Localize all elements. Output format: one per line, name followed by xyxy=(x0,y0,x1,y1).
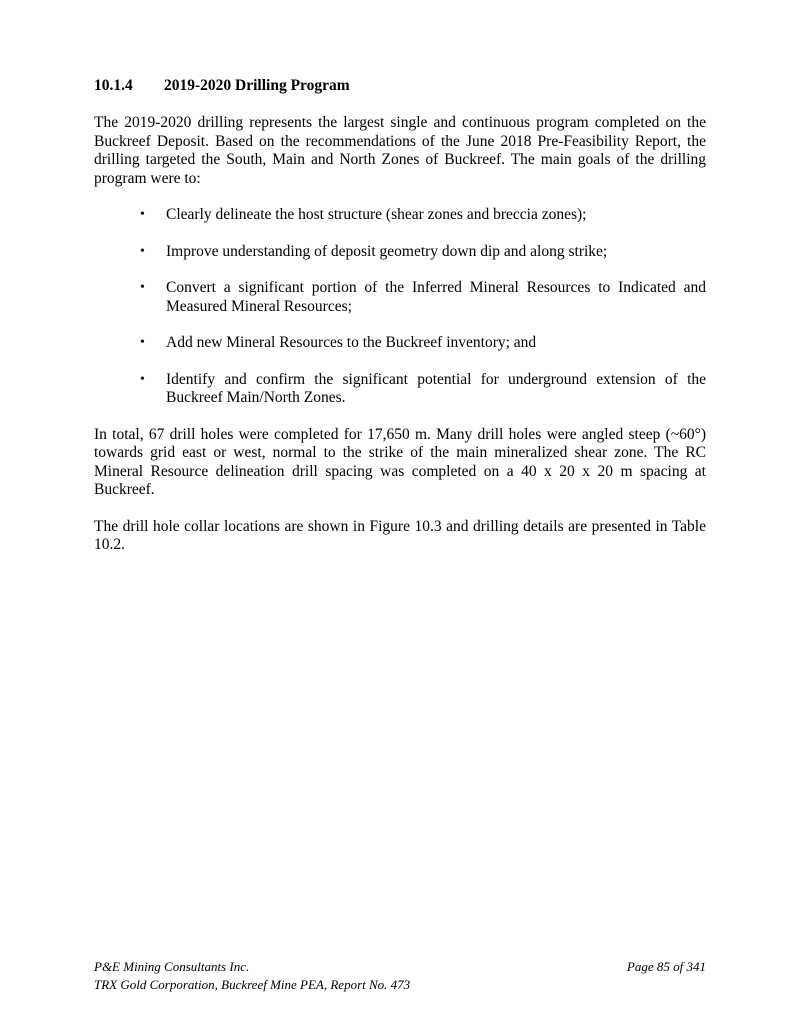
list-item-text: Convert a significant portion of the Inferred Mineral Resources to Indicated and Measured Mineral Resources; xyxy=(166,279,706,315)
list-item xyxy=(94,371,706,408)
section-number: 10.1.4 xyxy=(94,77,133,94)
list-item-text: Improve understanding of deposit geometry down dip and along strike; xyxy=(166,242,608,260)
footer-page-number: Page 85 of 341 xyxy=(626,959,706,974)
footer-report: TRX Gold Corporation, Buckreef Mine PEA, Report No. 473 xyxy=(94,977,411,992)
list-item-text: Clearly delineate the host structure (shear zones and breccia zones); xyxy=(166,206,587,223)
bullet-icon: • xyxy=(140,335,145,350)
page-content xyxy=(94,76,706,573)
list-item xyxy=(94,243,706,262)
list-item xyxy=(94,206,706,225)
bullet-icon: • xyxy=(140,207,145,222)
bullet-icon: • xyxy=(140,371,145,387)
bullet-icon: • xyxy=(140,243,145,259)
list-item-text: Add new Mineral Resources to the Buckreef inventory; and xyxy=(166,334,537,351)
page-footer xyxy=(94,958,706,994)
collar-locations-paragraph: The drill hole collar locations are shown in Figure 10.3 and drilling details are presented in Table 10.2. xyxy=(94,517,706,553)
list-item-text: Identify and confirm the significant potential for underground extension of the Buckreef Main/North Zones. xyxy=(166,370,706,406)
list-item xyxy=(94,279,706,316)
goals-list xyxy=(94,206,706,408)
intro-paragraph: The 2019-2020 drilling represents the largest single and continuous program completed on the Buckreef Deposit. Based on the recommendations of the June 2018 Pre-Feasibility Report, the drilling targeted the South, Main and North Zones of Buckreef. The main goals of the drilling program were to: xyxy=(94,114,706,187)
footer-company: P&E Mining Consultants Inc. xyxy=(94,959,250,974)
footer-row xyxy=(94,958,706,976)
drilling-summary-paragraph: In total, 67 drill holes were completed for 17,650 m. Many drill holes were angled steep (~60°) towards grid east or west, normal to the strike of the main mineralized shear zone. The RC Mineral Resource delineation drill spacing was completed on a 40 x 20 x 20 m spacing at Buckreef. xyxy=(94,425,706,498)
section-heading xyxy=(94,76,706,96)
bullet-icon: • xyxy=(140,280,145,295)
section-title: 2019-2020 Drilling Program xyxy=(164,77,350,94)
list-item xyxy=(94,334,706,353)
